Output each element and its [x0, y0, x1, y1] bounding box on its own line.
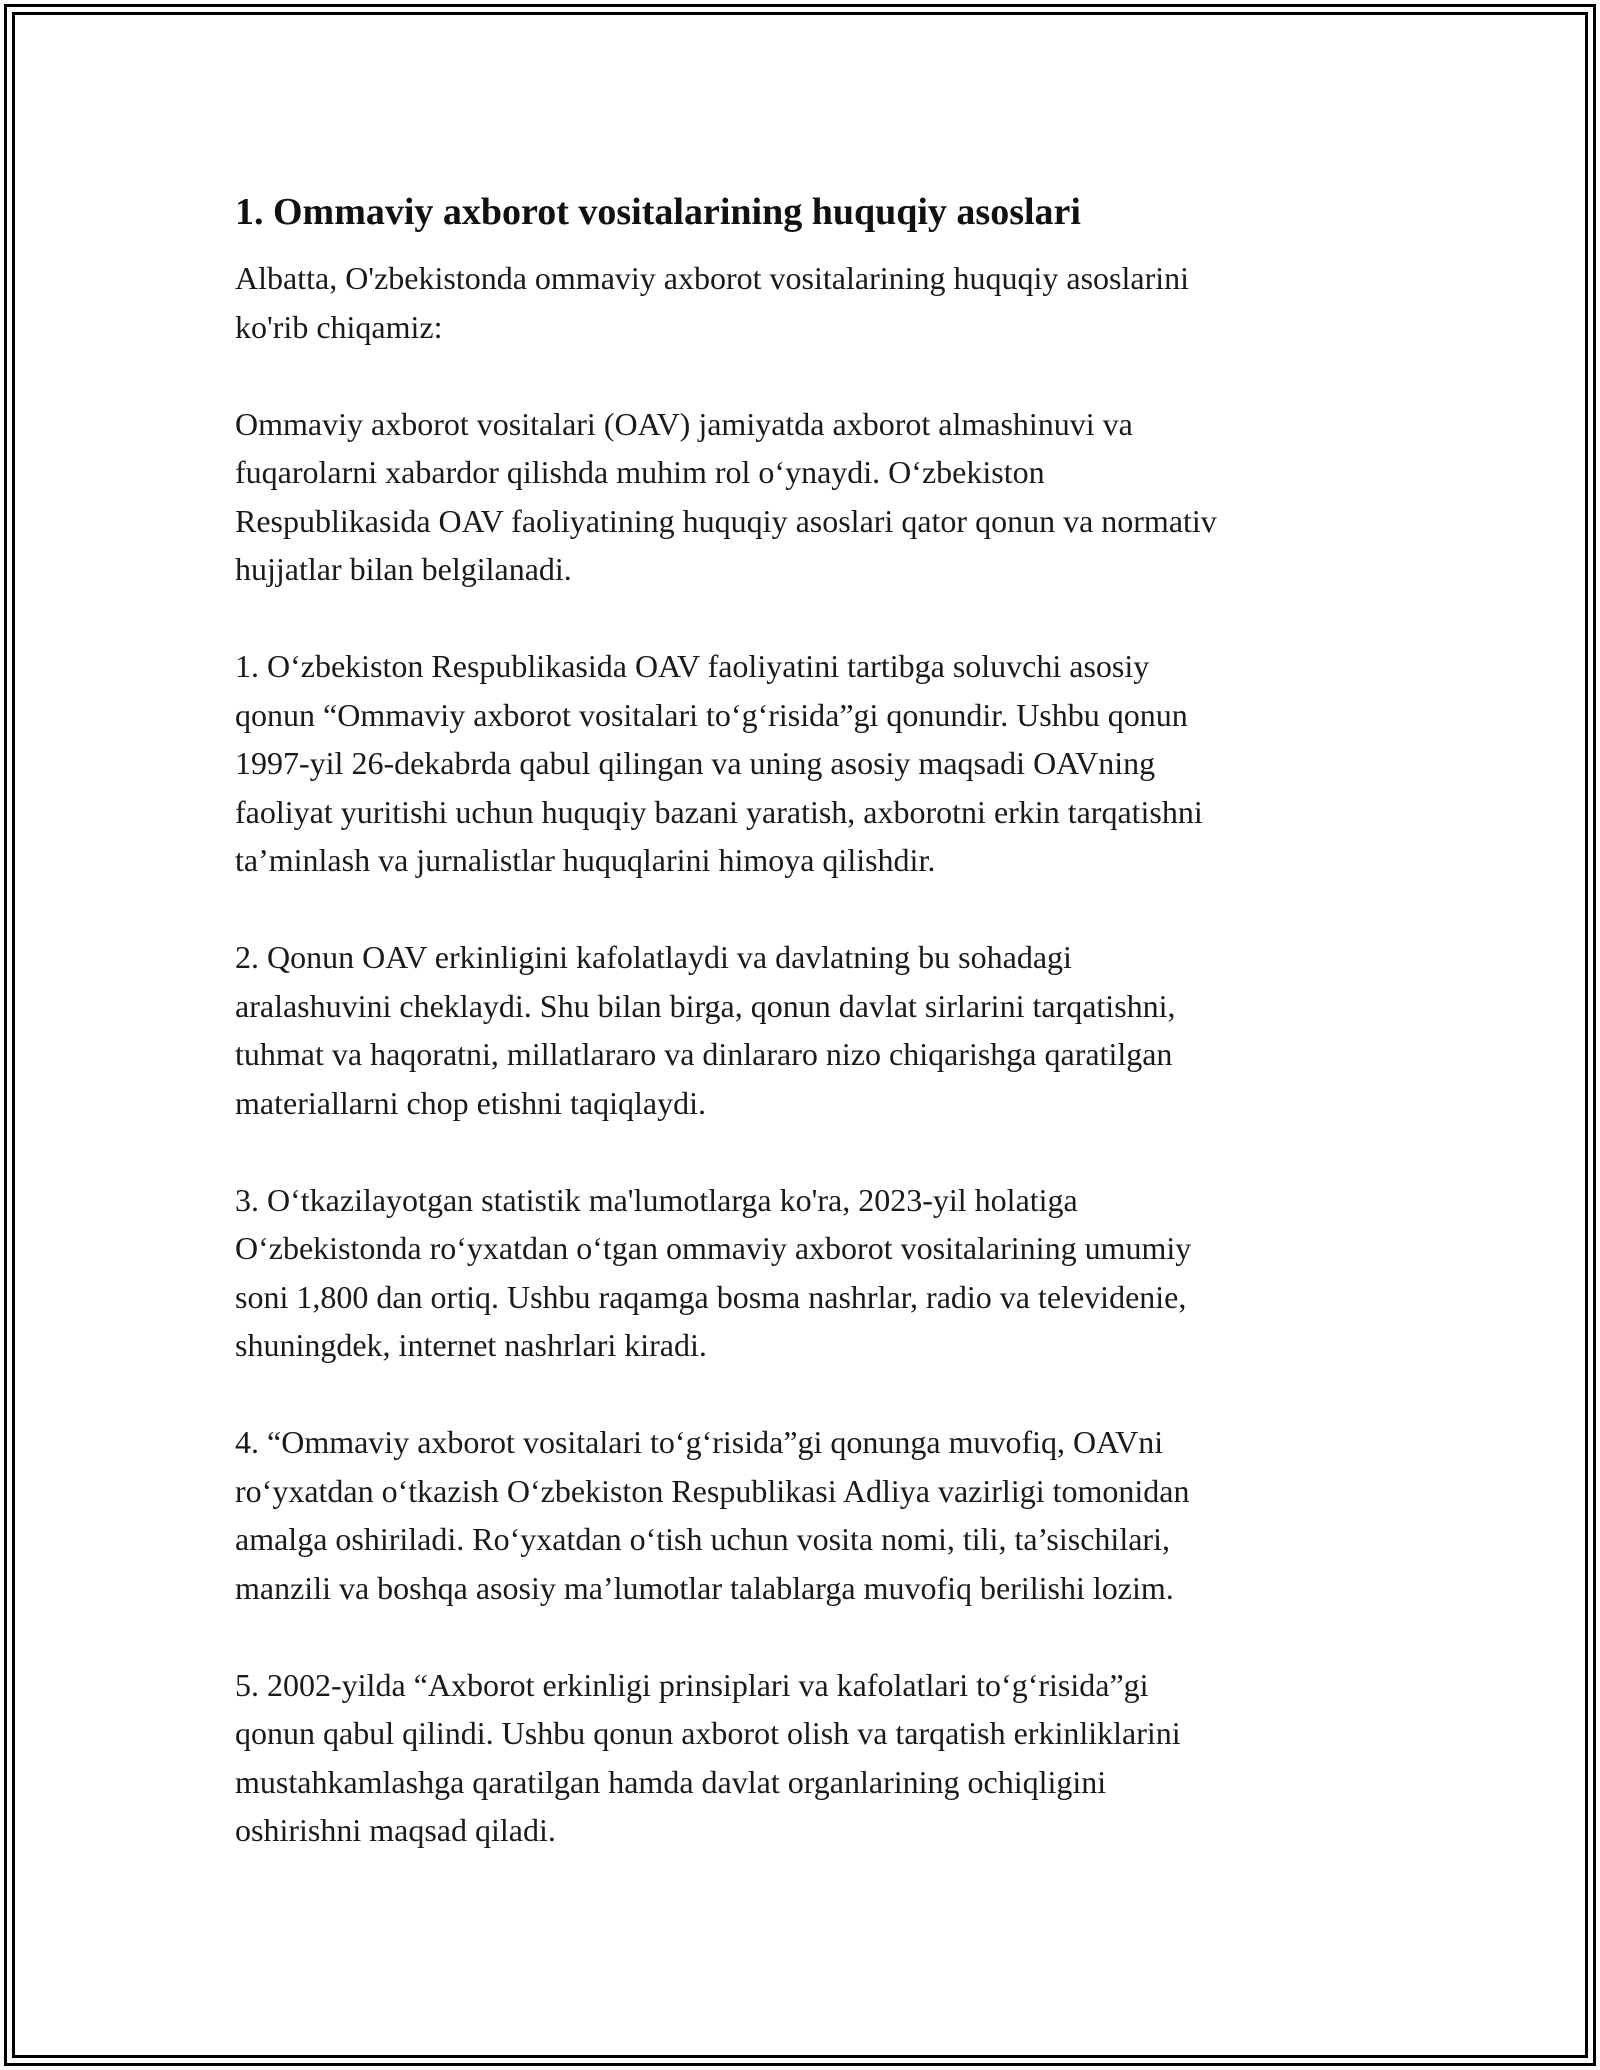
- point-3-paragraph: 3. O‘tkazilayotgan statistik ma'lumotlarga ko'ra, 2023-yil holatiga O‘zbekistonda ro‘yxatdan o‘tgan ommaviy axborot vositalarining umumiy soni 1,800 dan ortiq. Ushbu raqamga bosma nashrlar, radio va televidenie, shuningdek, internet nashrlari kiradi.: [235, 1181, 1192, 1363]
- point-1-paragraph: 1. O‘zbekiston Respublikasida OAV faoliyatini tartibga soluvchi asosiy qonun “Ommaviy axborot vositalari to‘g‘risida”gi qonundir. Ushbu qonun 1997-yil 26-dekabrda qabul qilingan va uning asosiy maqsadi OAVning faoliyat yuritishi uchun huquqiy bazani yaratish, axborotni erkin tarqatishni ta’minlash va jurnalistlar huquqlarini himoya qilishdir.: [235, 648, 1203, 878]
- point-2-paragraph: 2. Qonun OAV erkinligini kafolatlaydi va davlatning bu sohadagi aralashuvini cheklaydi. Shu bilan birga, qonun davlat sirlarini tarqatishni, tuhmat va haqoratni, millatlararo va dinlararo nizo chiqarishga qaratilgan materiallarni chop etishni taqiqlaydi.: [235, 939, 1176, 1121]
- point-4-paragraph: 4. “Ommaviy axborot vositalari to‘g‘risida”gi qonunga muvofiq, OAVni ro‘yxatdan o‘tkazish O‘zbekiston Respublikasi Adliya vazirligi tomonidan amalga oshiriladi. Ro‘yxatdan o‘tish uchun vosita nomi, tili, ta’sischilari, manzili va boshqa asosiy ma’lumotlar talablarga muvofiq berilishi lozim.: [235, 1424, 1190, 1606]
- document-body: [235, 186, 1395, 1903]
- overview-paragraph: Ommaviy axborot vositalari (OAV) jamiyatda axborot almashinuvi va fuqarolarni xabardor qilishda muhim rol o‘ynaydi. O‘zbekiston Respublikasida OAV faoliyatining huquqiy asoslari qator qonun va normativ hujjatlar bilan belgilanadi.: [235, 405, 1217, 587]
- point-5-paragraph: 5. 2002-yilda “Axborot erkinligi prinsiplari va kafolatlari to‘g‘risida”gi qonun qabul qilindi. Ushbu qonun axborot olish va tarqatish erkinliklarini mustahkamlashga qaratilgan hamda davlat organlarining ochiqligini oshirishni maqsad qiladi.: [235, 1666, 1181, 1848]
- intro-paragraph: Albatta, O'zbekistonda ommaviy axborot vositalarining huquqiy asoslarini ko'rib chiqamiz:: [235, 260, 1190, 345]
- document-title: 1. Ommaviy axborot vositalarining huquqiy asoslari: [235, 191, 1081, 233]
